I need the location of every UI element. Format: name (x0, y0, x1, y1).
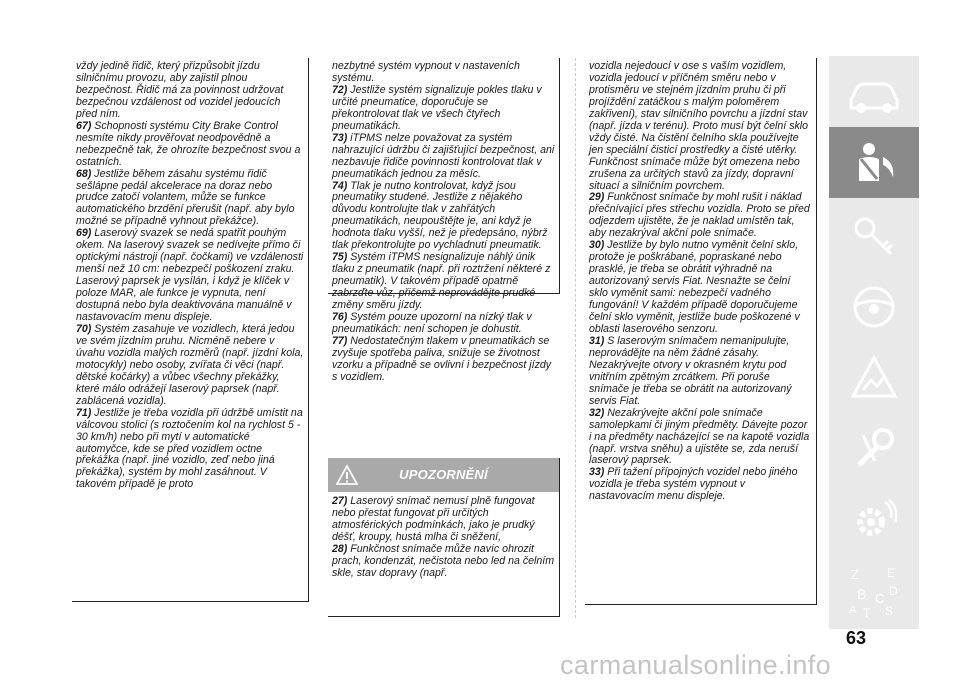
tab-car-info[interactable] (829, 56, 919, 132)
note-number: 27) (332, 495, 348, 507)
note-number: 67) (76, 119, 92, 132)
watermark: carmanualsonline.info (560, 650, 832, 680)
note-item (332, 133, 555, 181)
note-number: 70) (76, 322, 92, 335)
note-item (332, 544, 555, 580)
note-item (76, 408, 304, 492)
note-text: Nedostatečným tlakem v pneumatikách se zvyšuje spotřeba paliva, snižuje se životnost vzorku a případně se ovlivní i bezpečnost jízdy s vozidlem. (332, 334, 552, 383)
steering-wheel-icon (845, 279, 903, 335)
note-text: S laserovým snímačem nemanipulujte, neprovádějte na něm žádné zásahy. Nezakrývejte otvory v okrasném krytu pod vnitřním zpětným zrcátkem. Při poruše snímače je třeba se obrátit na autorizovaný servis Fiat. (589, 334, 792, 407)
note-item (589, 467, 812, 503)
note-item (332, 85, 555, 133)
note-item (589, 408, 812, 468)
note-text: Funkčnost snímače by mohl rušit i náklad přečnívající přes střechu vozidla. Proto se před odjezdem ujistěte, že je naklad umístěn tak, aby nezakrýval akční pole snímače. (589, 191, 810, 240)
note-text: Funkčnost snímače může navíc ohrozit prach, kondenzát, nečistota nebo led na čelním skle, stav dopravy (např. (332, 542, 555, 579)
index-letter: D (889, 584, 898, 598)
note-text: Systém zasahuje ve vozidlech, která jedou ve svém jízdním pruhu. Nicméně nebere v úvahu vozidla malých rozměrů (např. jízdní kola, motocykly) nebo osoby, zvířata či věci (např. dětské kočárky) a vůbec všechny překážky, které málo odrážejí laserový paprsek (např. zablácená vozidla). (76, 322, 304, 407)
note-number: 30) (589, 239, 605, 252)
note-item (589, 336, 812, 408)
tab-warnings[interactable] (829, 340, 919, 416)
index-letters-icon (845, 563, 903, 619)
note-text: Laserový snímač nemusí plně fungovat nebo přestat fungovat při určitých atmosférických podmínkách, jako je prudký déšť, kroupy, hustá mlha či sněžení, (332, 495, 535, 543)
note-number: 73) (332, 131, 348, 144)
tab-start[interactable] (829, 198, 919, 274)
note-item (332, 252, 555, 312)
note-number: 32) (589, 406, 605, 419)
warning-title: UPOZORNĚNÍ (399, 467, 488, 482)
index-letter: S (885, 604, 894, 618)
note-number: 68) (76, 167, 92, 180)
note-text: Tlak je nutno kontrolovat, když jsou pneumatiky studené. Jestliže z nějakého důvodu kontrolujte tlak v zahřátých pneumatikách, neupouštějte je, ani když je hodnota tlaku vyšší, než je předepsáno, nýbrž tlak překontrolujte po vychladnutí pneumatik. (332, 179, 548, 252)
tab-index[interactable] (829, 553, 919, 629)
text-column-2 (328, 58, 560, 383)
gear-multimedia-icon (845, 492, 903, 548)
note-item (589, 192, 812, 240)
tab-service[interactable] (829, 411, 919, 487)
note-number: 29) (589, 191, 605, 204)
note-text: Systém iTPMS nesignalizuje náhlý únik tlaku z pneumatik (např. při roztržení některé z pneumatik). V takovém případě opatrně zabrzďte vůz, přičemž neprovádějte prudké změny směru jízdy. (332, 251, 551, 312)
car-info-icon (845, 66, 903, 122)
note-text: iTPMS nelze považovat za systém nahrazující údržbu či zajišťující bezpečnost, ani nezbavuje řidiče povinnosti kontrolovat tlak v pneumatikách jednou za měsíc. (332, 131, 555, 180)
note-number: 74) (332, 179, 348, 192)
warning-header (328, 458, 559, 492)
note-item (589, 240, 812, 336)
wrench-service-icon (845, 421, 903, 477)
note-item (76, 228, 304, 324)
paragraph: vozidla nejedoucí v ose s vaším vozidlem, vozidla jedoucí v příčném směru nebo v protisměru ve stejném jízdním pruhu či při projíždění zatáčkou s malým poloměrem zakřivení), stav silničního povrchu a jízdní stav (např. jízda v terénu). Proto musí být čelní sklo vždy čisté. Na čistění čelního skla používejte jen speciální čisticí prostředky a čisté utěrky. Funkčnost snímače může být omezena nebo zrušena za určitých stavů za jízdy, dopravní situací a silničním povrchem. (589, 60, 809, 192)
warning-box (328, 458, 560, 617)
index-letter: Z (851, 567, 859, 582)
note-number: 71) (76, 406, 92, 419)
note-text: Schopnosti systému City Brake Control nesmíte nikdy prověřovat neodpovědně a nebezpečně tak, že ohrozíte bezpečnost svou a ostatních. (76, 119, 301, 168)
seat-belt-safety-icon (845, 137, 903, 193)
note-item (76, 121, 304, 169)
note-number: 75) (332, 251, 348, 264)
note-text: Nezakrývejte akční pole snímače samolepkami či jiným předměty. Dávejte pozor i na předměty nacházející se na kapotě vozidla (např. vrstva sněhu) a ujistěte se, zda neruší laserový paprsek. (589, 406, 810, 467)
note-item (76, 324, 304, 408)
note-text: Jestliže je třeba vozidla při údržbě umístit na válcovou stolici (s roztočením kol na rychlost 5 - 30 km/h) nebo při mytí v automatické automyčce, kde se před vozidlem octne překážka (např. jiné vozidlo, zeď nebo jiná překážka), systém by mohl zasáhnout. V takovém případě je proto (76, 406, 303, 491)
note-text: Jestliže by bylo nutno vyměnit čelní sklo, protože je poškrábané, popraskané nebo prasklé, je třeba se obrátit výhradně na autorizovaný servis Fiat. Nesnažte se čelní sklo vyměnit sami: nebezpečí vadného fungování! V každém případě doporučujeme čelní sklo vyměnit, jestliže bude poškozené v oblasti laserového senzoru. (589, 239, 800, 335)
note-number: 76) (332, 311, 348, 324)
note-number: 69) (76, 227, 92, 240)
text-column-3 (585, 58, 817, 605)
note-number: 31) (589, 334, 605, 347)
page-number: 63 (846, 628, 867, 648)
note-text: Laserový svazek se nedá spatřit pouhým okem. Na laserový svazek se nedívejte přímo či optickými nástroji (např. čočkami) ve vzdálenosti menší než 10 cm: nebezpečí poškození zraku. Laserový paprsek je vysílán, i když je klíček v poloze MAR, ale funkce je vypnuta, není dostupná nebo byla deaktivována manuálně v nastavovacím menu displeje. (76, 227, 304, 324)
note-item (332, 336, 555, 384)
note-number: 77) (332, 334, 348, 347)
chapter-sidebar (829, 56, 919, 622)
note-text: Jestliže systém signalizuje pokles tlaku v určité pneumatice, doporučuje se překontrolovat tlak ve všech čtyřech pneumatikách. (332, 83, 542, 132)
note-item (332, 496, 555, 544)
index-letter: B (857, 586, 867, 602)
note-number: 72) (332, 83, 348, 96)
text-column-1 (72, 58, 309, 602)
note-item (332, 181, 555, 253)
index-letter: A (849, 604, 857, 616)
column-divider (575, 58, 576, 618)
note-item (332, 312, 555, 336)
index-letter: E (887, 566, 896, 580)
key-start-icon (845, 208, 903, 264)
note-text: Jestliže během zásahu systému řidič sešlápne pedál akcelerace na doraz nebo prudce zatočí volantem, může se funkce automatického brzdění přerušit (např. aby bylo možné se případně vyhnout překážce). (76, 167, 295, 228)
warning-light-icon (845, 350, 903, 406)
tab-safety[interactable] (829, 127, 919, 203)
note-text: Systém pouze upozorní na nízký tlak v pneumatikách: není schopen je dohustit. (332, 311, 532, 335)
warning-body (328, 492, 559, 580)
tab-multimedia[interactable] (829, 482, 919, 558)
note-item (76, 169, 304, 229)
note-text: Při tažení přípojných vozidel nebo jiného vozidla je třeba systém vypnout v nastavovacím menu displeje. (589, 466, 798, 503)
paragraph: vždy jedině řidič, který přizpůsobit jízdu silničnímu provozu, aby zajistil plnou bezpečnost. Řidič má za povinnost udržovat bezpečnou vzdálenost od vozidel jedoucích před ním. (76, 60, 284, 120)
note-number: 28) (332, 542, 348, 555)
index-letter: T (863, 606, 871, 619)
note-number: 33) (589, 466, 605, 479)
index-letter: C (875, 591, 885, 606)
tab-driving[interactable] (829, 269, 919, 345)
paragraph: nezbytné systém vypnout v nastaveních systému. (332, 60, 520, 84)
